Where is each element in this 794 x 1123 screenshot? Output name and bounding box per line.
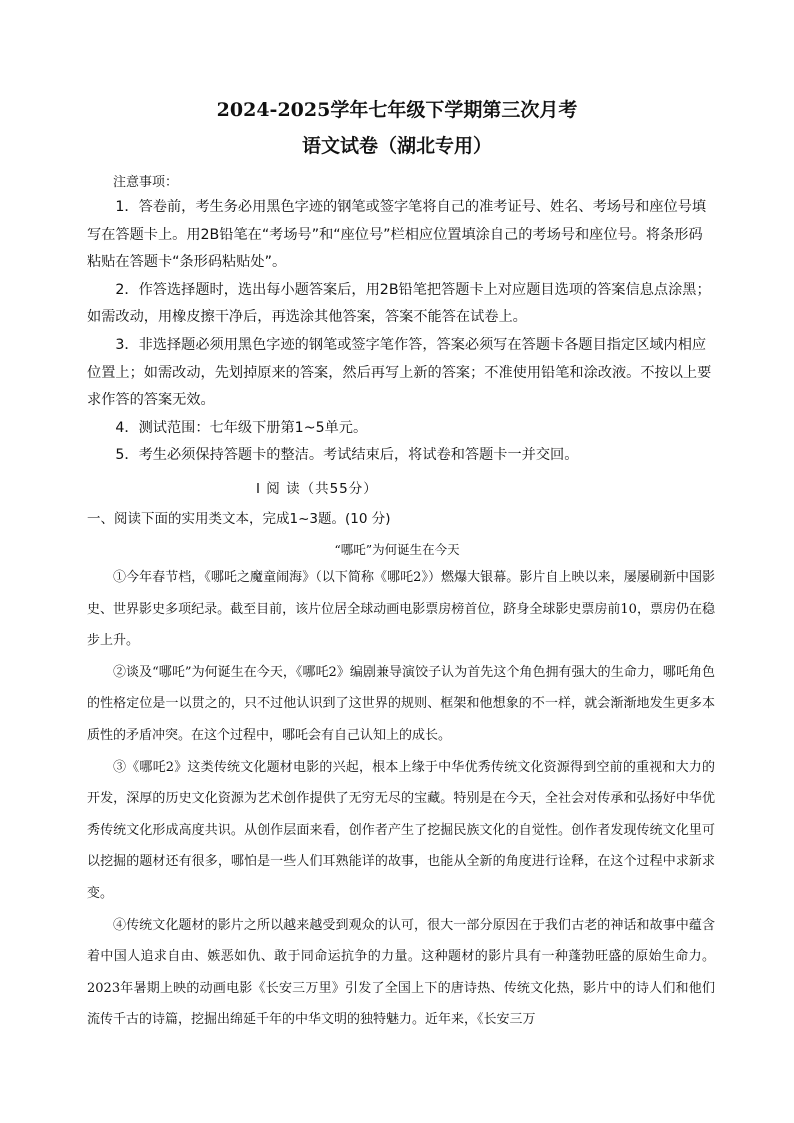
notice-heading: 注意事项： bbox=[113, 175, 179, 190]
article-paragraph-2: ②谈及“哪吒”为何诞生在今天，《哪吒2》编剧兼导演饺子认为首先这个角色拥有强大的生命力，哪吒角色的性格定位是一以贯之的，只不过他认识到了这世界的规则、框架和他想象的不一样，就会渐渐地发生更多本质性的矛盾冲突。在这个过程中，哪吒会有自己认知上的成长。 bbox=[87, 664, 715, 743]
notice-block bbox=[87, 172, 715, 470]
question-intro: 一、阅读下面的实用类文本，完成1~3题。(10 分) bbox=[87, 511, 391, 527]
exam-title: 2024-2025学年七年级下学期第三次月考 bbox=[216, 99, 578, 121]
article-paragraph-4: ④传统文化题材的影片之所以越来越受到观众的认可，很大一部分原因在于我们古老的神话和故事中蕴含着中国人追求自由、嫉恶如仇、敢于同命运抗争的力量。这种题材的影片具有一种蓬勃旺盛的原始生命力。2023年暑期上映的动画电影《长安三万里》引发了全国上下的唐诗热、传统文化热，影片中的诗人们和他们流传千古的诗篇，挖掘出绵延千年的中华文明的独特魅力。近年来，《长安三万 bbox=[87, 917, 715, 1028]
notice-item-2: 2．作答选择题时，选出每小题答案后，用2B铅笔把答题卡上对应题目选项的答案信息点涂黑；如需改动，用橡皮擦干净后，再选涂其他答案，答案不能答在试卷上。 bbox=[87, 281, 711, 326]
notice-item-4: 4．测试范围：七年级下册第1~5单元。 bbox=[115, 419, 368, 436]
section-heading: I 阅 读（共55分） bbox=[256, 481, 378, 497]
article-paragraph-1: ①今年春节档，《哪吒之魔童闹海》（以下简称《哪吒2》）燃爆大银幕。影片自上映以来，屡屡刷新中国影史、世界影史多项纪录。截至目前，该片位居全球动画电影票房榜首位，跻身全球影史票房前10，票房仍在稳步上升。 bbox=[87, 570, 715, 649]
article-body bbox=[87, 562, 715, 1036]
article-title: “哪吒”为何诞生在今天 bbox=[334, 542, 460, 557]
notice-item-1: 1．答卷前，考生务必用黑色字迹的钢笔或签字笔将自己的准考证号、姓名、考场号和座位号填写在答题卡上。用2B铅笔在“考场号”和“座位号”栏相应位置填涂自己的考场号和座位号。将条形码粘贴在答题卡“条形码粘贴处”。 bbox=[87, 199, 707, 271]
article-paragraph-3: ③《哪吒2》这类传统文化题材电影的兴起，根本上缘于中华优秀传统文化资源得到空前的重视和大力的开发，深厚的历史文化资源为艺术创作提供了无穷无尽的宝藏。特别是在今天，全社会对传承和弘扬好中华优秀传统文化形成高度共识。从创作层面来看，创作者产生了挖掘民族文化的自觉性。创作者发现传统文化里可以挖掘的题材还有很多，哪怕是一些人们耳熟能详的故事，也能从全新的角度进行诠释，在这个过程中求新求变。 bbox=[87, 759, 715, 901]
exam-subtitle: 语文试卷（湖北专用） bbox=[301, 135, 492, 157]
notice-item-3: 3．非选择题必须用黑色字迹的钢笔或签字笔作答，答案必须写在答题卡各题目指定区域内相应位置上；如需改动，先划掉原来的答案，然后再写上新的答案；不准使用铅笔和涂改液。不按以上要求作答的答案无效。 bbox=[87, 336, 712, 409]
notice-item-5: 5．考生必须保持答题卡的整洁。考试结束后，将试卷和答题卡一并交回。 bbox=[115, 447, 579, 464]
